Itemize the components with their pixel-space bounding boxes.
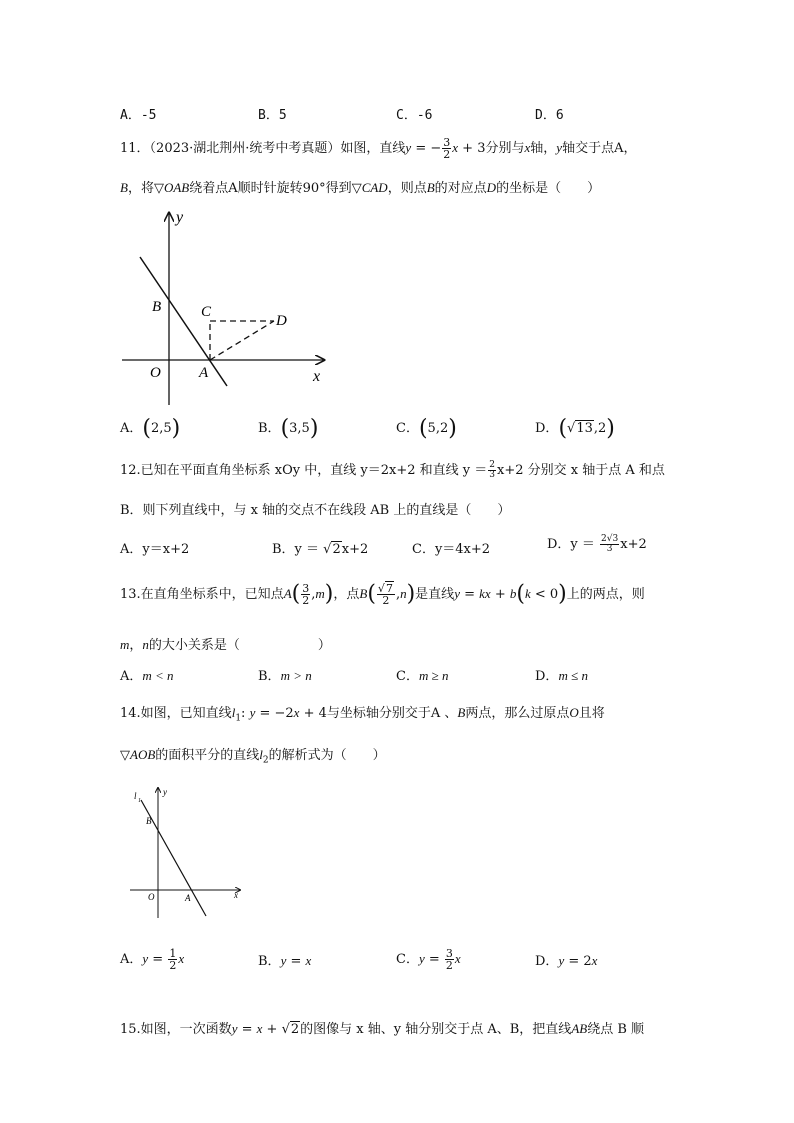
q12-option-a: A．y＝x+2 [120,542,190,557]
label-b: B [152,299,162,315]
label-l: l [134,791,137,801]
q14-line2: ▽AOB的面积平分的直线$l_2$的解析式为（ ） [120,747,386,766]
label-c: C [201,304,212,320]
q10-option-b: B．5 [258,108,287,123]
label-a: A [199,365,209,381]
q12-option-c: C．y＝4x+2 [412,542,491,557]
figure-11 [110,205,340,415]
q14-line1: 14.如图，已知直线$l_1$: y = −2x + 4与坐标轴分别交于A 、B两点，那么过原点O且将 [120,705,605,724]
q13-line2: m，n的大小关系是（ ） [120,637,331,653]
label-a: A [185,893,191,903]
label-d: D [276,313,287,329]
q12-line2: B．则下列直线中，与 x 轴的交点不在线段 AB 上的直线是（ ） [120,503,511,518]
q14-option-a: A．y = $\frac{1}{2}$ x [120,947,185,972]
q13-option-b: B．m > n [258,668,312,684]
q13-option-a: A．m < n [120,668,174,684]
label-x: x [234,890,238,900]
q11-option-d: D．(√13,2) [535,416,615,441]
q10-option-c: C．-6 [396,108,433,123]
q11-line2: B，将▽OAB绕着点A顺时针旋转90°得到▽CAD，则点B的对应点D的坐标是（ ） [120,180,601,196]
label-l-subscript: 1 [138,798,141,804]
label-y: y [176,209,184,226]
q14-option-b: B．y = x [258,953,312,969]
label-b: B [146,816,152,826]
segment-ad [210,321,274,360]
q15-line1: 15.如图，一次函数y = x + √2的图像与 x 轴、y 轴分别交于点 A、B，把直线AB绕点 B 顺 [120,1021,645,1037]
q13-option-c: C．m ≥ n [396,668,449,684]
q11-option-b: B．(3,5) [258,416,319,441]
q14-option-c: C．y = $\frac{3}{2}$ x [396,947,461,972]
q10-option-d: D．6 [535,108,564,123]
q13-option-d: D．m ≤ n [535,668,588,684]
label-o: O [148,892,155,902]
q10-option-a: A．-5 [120,108,157,123]
q12-option-d: D．y ＝ $\frac{2√3}{3}$ x+2 [547,534,647,554]
q14-option-d: D．y = 2x [535,953,598,969]
q11-option-c: C．(5,2) [396,416,457,441]
q12-option-b: B．y ＝ √2x+2 [272,542,369,557]
q12-line1: 12.已知在平面直角坐标系 xOy 中，直线 y＝2x+2 和直线 y ＝ $\frac{2}{3}$ x+2 分别交 x 轴于点 A 和点 [120,460,665,480]
figure-14 [126,784,256,924]
label-o: O [150,365,161,381]
q11-option-a: A．(2,5) [120,416,181,441]
q11-line1: 11．（2023·湖北荆州·统考中考真题）如图，直线y = − $\frac{3}{2}$ x + 3分别与x轴，y轴交于点A， [120,136,637,161]
label-y: y [163,787,167,797]
q13-line1: 13.在直角坐标系中，已知点A( $\frac{3}{2}$ ,m)，点B( $\frac{√7}{2}$ ,n)是直线y = kx + b(k < 0)上的两点，则 [120,581,645,607]
label-x: x [313,368,321,385]
